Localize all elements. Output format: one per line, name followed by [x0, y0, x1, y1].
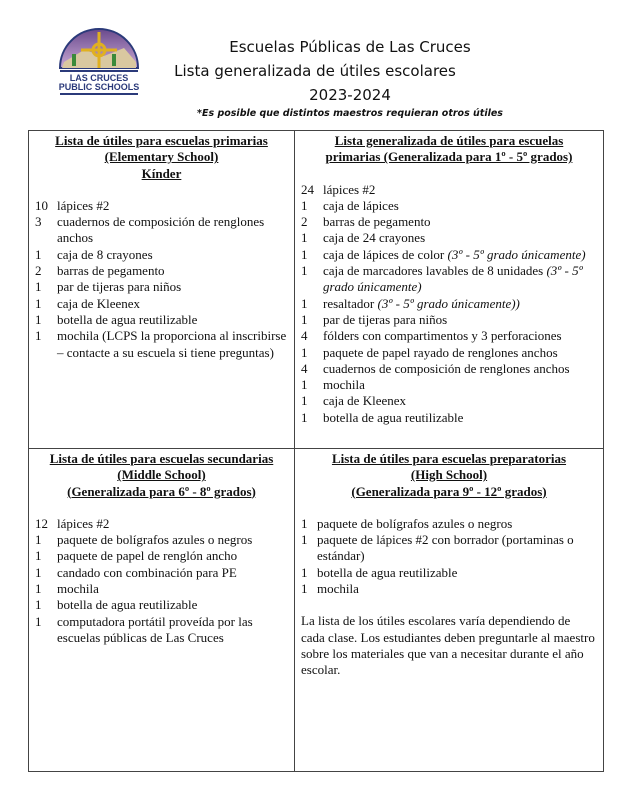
- list-item: [301, 532, 597, 565]
- item-text: mochila (LCPS la proporciona al inscribirse – contacte a su escuela si tiene preguntas): [57, 328, 287, 360]
- item-text: par de tijeras para niños: [323, 311, 448, 327]
- item-text: fólders con compartimentos y 3 perforaciones: [323, 328, 562, 344]
- item-quantity: 1: [301, 246, 308, 262]
- item-text-wrap: [323, 263, 597, 296]
- item-quantity: 1: [301, 311, 308, 327]
- item-quantity: 1: [301, 581, 308, 597]
- item-text: paquete de bolígrafos azules o negros: [317, 515, 513, 531]
- item-text: caja de 24 crayones: [323, 230, 426, 246]
- item-text-wrap: [323, 214, 431, 230]
- item-text-wrap: [57, 614, 288, 647]
- document-subtitle: Lista generalizada de útiles escolares: [174, 62, 456, 80]
- item-text: barras de pegamento: [323, 214, 431, 230]
- section-title-line: primarias (Generalizada para 1º - 5º grados): [325, 149, 573, 165]
- item-text: caja de 8 crayones: [57, 246, 153, 262]
- list-item: [35, 214, 288, 247]
- list-item: [301, 182, 597, 198]
- item-text: mochila: [323, 377, 365, 393]
- item-text-wrap: [57, 597, 197, 613]
- item-quantity: 1: [35, 246, 42, 262]
- section-middle-school: [29, 449, 295, 771]
- item-text-wrap: [323, 312, 447, 328]
- list-item: [35, 532, 288, 548]
- item-quantity: 2: [35, 263, 42, 279]
- logo-line2: PUBLIC SCHOOLS: [58, 82, 140, 92]
- item-quantity: 1: [35, 581, 42, 597]
- list-item: [35, 328, 288, 361]
- section-elementary-1-5: [295, 131, 603, 449]
- item-text-wrap: [57, 279, 181, 295]
- item-text-wrap: [323, 361, 570, 377]
- list-item: [301, 345, 597, 361]
- item-quantity: 1: [301, 197, 308, 213]
- list-item: [35, 279, 288, 295]
- item-quantity: 2: [301, 214, 308, 230]
- item-text: computadora portátil proveída por las escuelas públicas de Las Cruces: [57, 613, 253, 645]
- list-item: [301, 361, 597, 377]
- item-text-wrap: [317, 565, 457, 581]
- item-quantity: 1: [301, 532, 308, 548]
- item-text-wrap: [57, 198, 109, 214]
- item-quantity: 1: [301, 409, 308, 425]
- disclaimer-note: *Es posible que distintos maestros requieran otros útiles: [197, 108, 503, 119]
- item-text: botella de agua reutilizable: [57, 311, 198, 327]
- section-title-line: Lista de útiles para escuelas secundarias: [49, 451, 274, 466]
- item-quantity: 24: [301, 181, 314, 197]
- item-quantity: 10: [35, 197, 48, 213]
- item-text: paquete de lápices #2 con borrador (portaminas o estándar): [317, 532, 574, 564]
- list-item: [301, 581, 597, 597]
- item-grade-note: (3º - 5º grado únicamente)): [377, 295, 520, 311]
- item-quantity: 1: [35, 613, 42, 629]
- item-quantity: 1: [301, 564, 308, 580]
- item-text-wrap: [323, 377, 365, 393]
- list-item: [301, 214, 597, 230]
- document-title: Escuelas Públicas de Las Cruces: [229, 38, 471, 56]
- item-text-wrap: [323, 393, 406, 409]
- section-title: [301, 133, 597, 166]
- section-title-line: (High School): [410, 467, 488, 483]
- section-title: [35, 451, 288, 500]
- section-title-line: (Middle School): [117, 467, 206, 483]
- list-item: [301, 312, 597, 328]
- item-text: paquete de papel de renglón ancho: [57, 548, 238, 564]
- list-item: [35, 614, 288, 647]
- item-text-wrap: [323, 182, 375, 198]
- section-title-line: (Generalizada para 9º - 12º grados): [351, 483, 547, 499]
- list-item: [35, 516, 288, 532]
- list-item: [301, 410, 597, 426]
- item-quantity: 1: [301, 377, 308, 393]
- item-text-wrap: [57, 296, 140, 312]
- item-quantity: 1: [301, 393, 308, 409]
- supply-list: [301, 516, 597, 597]
- school-year: 2023-2024: [309, 86, 391, 104]
- item-quantity: 1: [35, 548, 42, 564]
- item-quantity: 12: [35, 515, 48, 531]
- item-quantity: 4: [301, 360, 308, 376]
- item-text-wrap: [317, 581, 359, 597]
- item-text-wrap: [323, 198, 399, 214]
- item-text-wrap: [323, 410, 463, 426]
- item-text: lápices #2: [57, 515, 110, 531]
- item-grade-note: (3º - 5º grado únicamente): [323, 263, 583, 295]
- item-text-wrap: [57, 312, 197, 328]
- item-text: paquete de bolígrafos azules o negros: [57, 532, 253, 548]
- list-item: [35, 565, 288, 581]
- section-title: [35, 133, 288, 182]
- item-text: candado con combinación para PE: [57, 564, 237, 580]
- item-quantity: 1: [301, 230, 308, 246]
- item-text: par de tijeras para niños: [57, 279, 182, 295]
- item-text: cuadernos de composición de renglones anchos: [57, 214, 265, 246]
- item-quantity: 1: [301, 295, 308, 311]
- item-text: caja de marcadores lavables de 8 unidades: [323, 263, 547, 279]
- list-item: [301, 247, 597, 263]
- item-text: botella de agua reutilizable: [317, 564, 458, 580]
- item-text: botella de agua reutilizable: [323, 409, 464, 425]
- item-text: lápices #2: [57, 197, 110, 213]
- list-item: [35, 312, 288, 328]
- item-text: lápices #2: [323, 181, 376, 197]
- item-text: barras de pegamento: [57, 263, 165, 279]
- list-item: [35, 198, 288, 214]
- item-grade-note: (3º - 5º grado únicamente): [447, 246, 586, 262]
- item-quantity: 1: [301, 263, 308, 279]
- item-text-wrap: [323, 345, 558, 361]
- item-text-wrap: [57, 263, 165, 279]
- item-text: resaltador: [323, 295, 378, 311]
- item-text: paquete de papel rayado de renglones anchos: [323, 344, 558, 360]
- list-item: [301, 393, 597, 409]
- list-item: [301, 296, 597, 312]
- list-item: [35, 296, 288, 312]
- supply-list-table: [28, 130, 604, 772]
- item-text: botella de agua reutilizable: [57, 597, 198, 613]
- item-text-wrap: [57, 516, 109, 532]
- section-paragraph: La lista de los útiles escolares varía dependiendo de cada clase. Los estudiantes deben preguntarle al maestro sobre los materiales que van a necesitar durante el año escolar.: [301, 613, 595, 678]
- item-text-wrap: [323, 328, 562, 344]
- item-text-wrap: [317, 516, 512, 532]
- item-text: cuadernos de composición de renglones anchos: [323, 360, 570, 376]
- item-text-wrap: [57, 214, 288, 247]
- section-title: [301, 451, 597, 500]
- list-item: [35, 548, 288, 564]
- list-item: [35, 581, 288, 597]
- item-quantity: 1: [301, 344, 308, 360]
- section-title-line: Lista generalizada de útiles para escuelas: [334, 133, 564, 148]
- list-item: [301, 516, 597, 532]
- list-item: [301, 198, 597, 214]
- item-quantity: 1: [35, 532, 42, 548]
- item-quantity: 1: [35, 564, 42, 580]
- item-text: caja de Kleenex: [57, 295, 141, 311]
- list-item: [301, 328, 597, 344]
- item-text: caja de lápices de color: [323, 246, 448, 262]
- item-text-wrap: [323, 296, 520, 312]
- item-quantity: 3: [35, 214, 42, 230]
- list-item: [35, 263, 288, 279]
- item-text-wrap: [323, 247, 586, 263]
- item-quantity: 4: [301, 328, 308, 344]
- item-text-wrap: [323, 230, 425, 246]
- item-text-wrap: [57, 565, 237, 581]
- section-title-line: Lista de útiles para escuelas primarias: [55, 133, 268, 148]
- list-item: [301, 230, 597, 246]
- section-title-line: Lista de útiles para escuelas preparatorias: [331, 451, 567, 466]
- logo-line1: LAS CRUCES: [69, 73, 129, 83]
- item-text: caja de lápices: [323, 197, 399, 213]
- item-quantity: 1: [35, 311, 42, 327]
- list-item: [35, 247, 288, 263]
- list-item: [301, 565, 597, 581]
- list-item: [301, 377, 597, 393]
- item-quantity: 1: [35, 279, 42, 295]
- supply-list: [301, 182, 597, 426]
- item-text-wrap: [57, 581, 99, 597]
- item-text-wrap: [57, 532, 252, 548]
- item-text-wrap: [317, 532, 597, 565]
- item-quantity: 1: [35, 328, 42, 344]
- item-text-wrap: [57, 247, 153, 263]
- supply-list: [35, 198, 288, 361]
- list-item: [301, 263, 597, 296]
- supply-list: [35, 516, 288, 646]
- item-text-wrap: [57, 548, 237, 564]
- section-title-line: (Elementary School): [104, 149, 219, 165]
- item-quantity: 1: [35, 597, 42, 613]
- list-item: [35, 597, 288, 613]
- section-title-line: Kínder: [141, 165, 182, 181]
- section-title-line: (Generalizada para 6º - 8º grados): [67, 483, 256, 499]
- section-high-school: [295, 449, 603, 771]
- item-text: caja de Kleenex: [323, 393, 407, 409]
- item-text: mochila: [317, 581, 359, 597]
- item-quantity: 1: [35, 295, 42, 311]
- item-quantity: 1: [301, 515, 308, 531]
- section-kinder: [29, 131, 295, 449]
- item-text-wrap: [57, 328, 288, 361]
- item-text: mochila: [57, 581, 99, 597]
